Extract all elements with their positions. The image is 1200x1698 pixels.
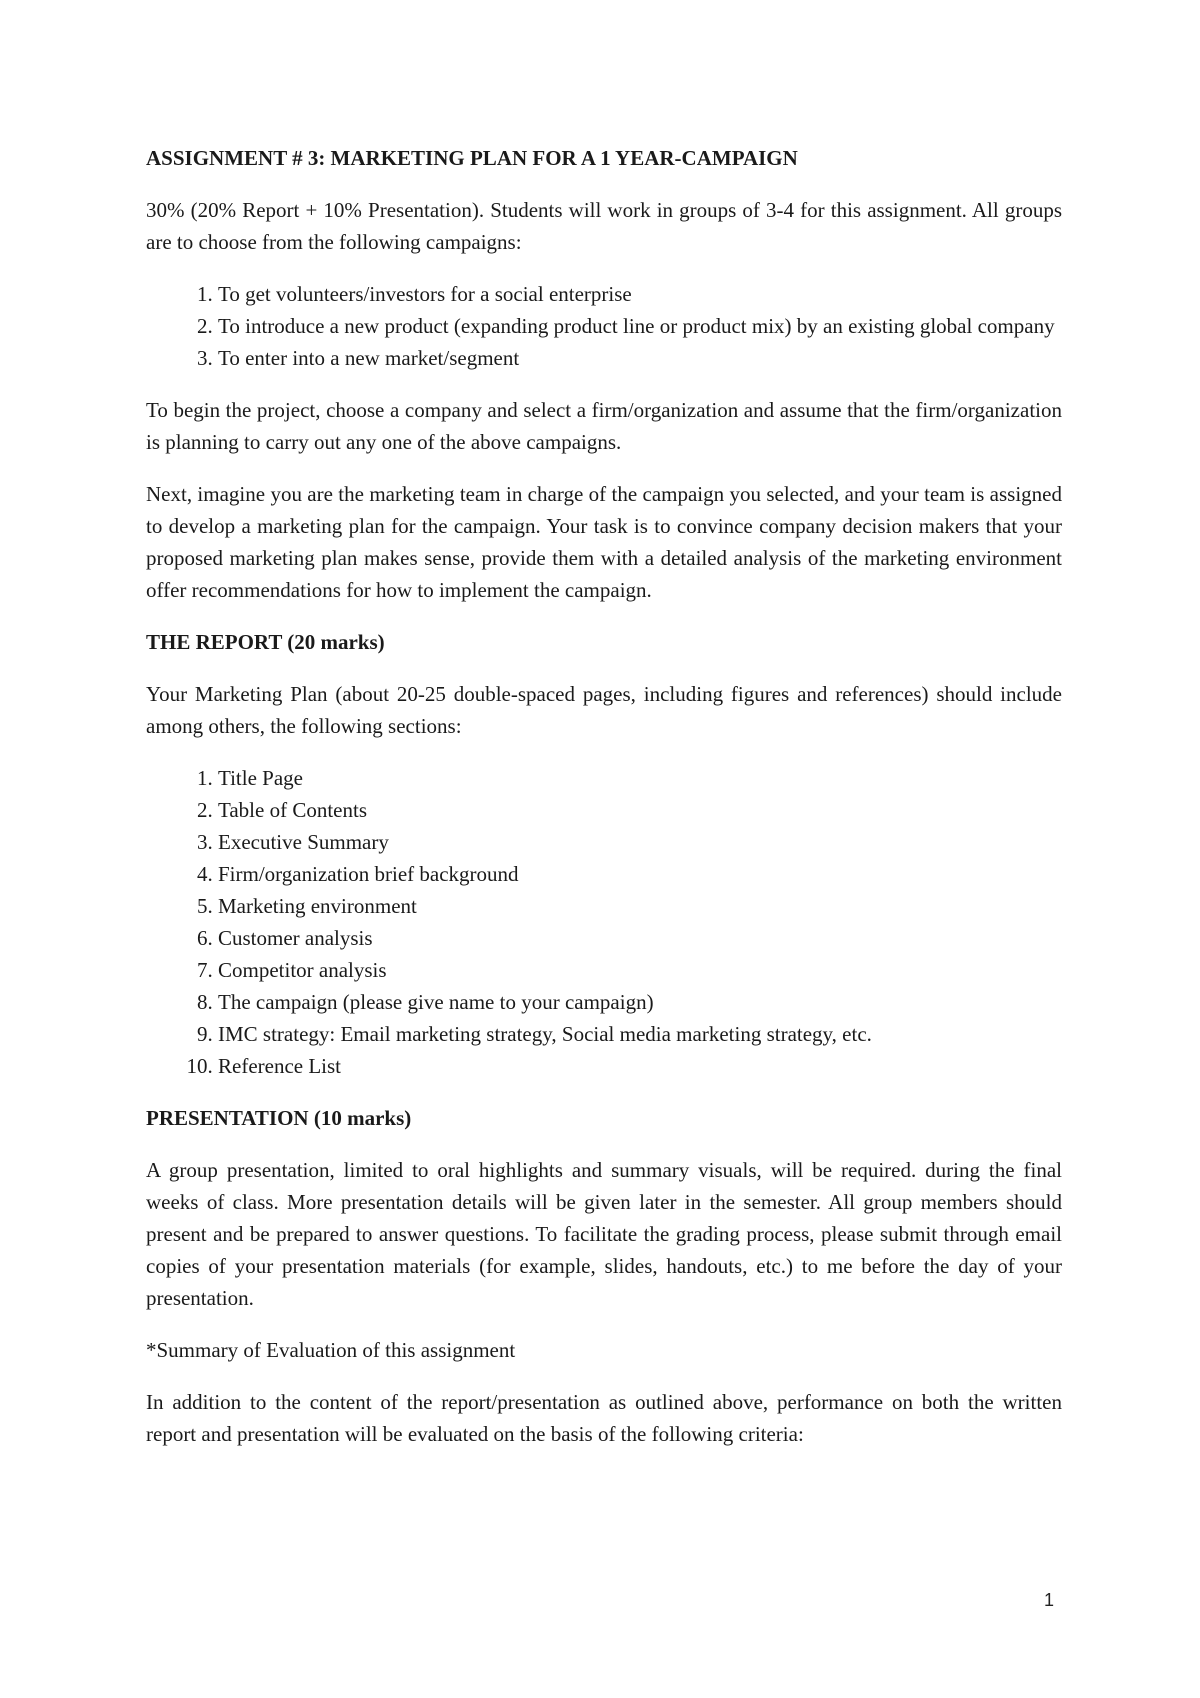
campaign-list (146, 278, 1062, 374)
addition-paragraph: In addition to the content of the report/presentation as outlined above, performance on both the written report and presentation will be evaluated on the basis of the following criteria: (146, 1390, 1062, 1446)
report-heading: THE REPORT (20 marks) (146, 630, 385, 654)
report-paragraph: Your Marketing Plan (about 20-25 double-spaced pages, including figures and references) should include among others, the following sections: (146, 682, 1062, 738)
sections-list (146, 762, 1062, 1082)
begin-paragraph: To begin the project, choose a company and select a firm/organization and assume that the firm/organization is planning to carry out any one of the above campaigns. (146, 398, 1062, 454)
document-page (146, 142, 1062, 1470)
list-item: 5. Marketing environment (218, 890, 1062, 922)
list-item: 10. Reference List (218, 1050, 1062, 1082)
list-item: 7. Competitor analysis (218, 954, 1062, 986)
list-item: 1. To get volunteers/investors for a social enterprise (218, 278, 1062, 310)
list-item: 2. To introduce a new product (expanding product line or product mix) by an existing global company (218, 310, 1062, 342)
assignment-title: ASSIGNMENT # 3: MARKETING PLAN FOR A 1 YEAR-CAMPAIGN (146, 146, 798, 170)
list-item: 3. To enter into a new market/segment (218, 342, 1062, 374)
list-item: 9. IMC strategy: Email marketing strategy, Social media marketing strategy, etc. (218, 1018, 1062, 1050)
list-item: 6. Customer analysis (218, 922, 1062, 954)
summary-line: *Summary of Evaluation of this assignment (146, 1338, 516, 1362)
presentation-paragraph: A group presentation, limited to oral highlights and summary visuals, will be required. during the final weeks of class. More presentation details will be given later in the semester. All group members should present and be prepared to answer questions. To facilitate the grading process, please submit through email copies of your presentation materials (for example, slides, handouts, etc.) to me before the day of your presentation. (146, 1158, 1062, 1310)
next-paragraph: Next, imagine you are the marketing team in charge of the campaign you selected, and your team is assigned to develop a marketing plan for the campaign. Your task is to convince company decision makers that your proposed marketing plan makes sense, provide them with a detailed analysis of the marketing environment offer recommendations for how to implement the campaign. (146, 482, 1062, 602)
list-item: 8. The campaign (please give name to your campaign) (218, 986, 1062, 1018)
list-item: 4. Firm/organization brief background (218, 858, 1062, 890)
intro-paragraph: 30% (20% Report + 10% Presentation). Students will work in groups of 3-4 for this assignment. All groups are to choose from the following campaigns: (146, 198, 1062, 254)
page-number: 1 (1044, 1590, 1055, 1610)
list-item: 3. Executive Summary (218, 826, 1062, 858)
presentation-heading: PRESENTATION (10 marks) (146, 1106, 412, 1130)
list-item: 1. Title Page (218, 762, 1062, 794)
list-item: 2. Table of Contents (218, 794, 1062, 826)
